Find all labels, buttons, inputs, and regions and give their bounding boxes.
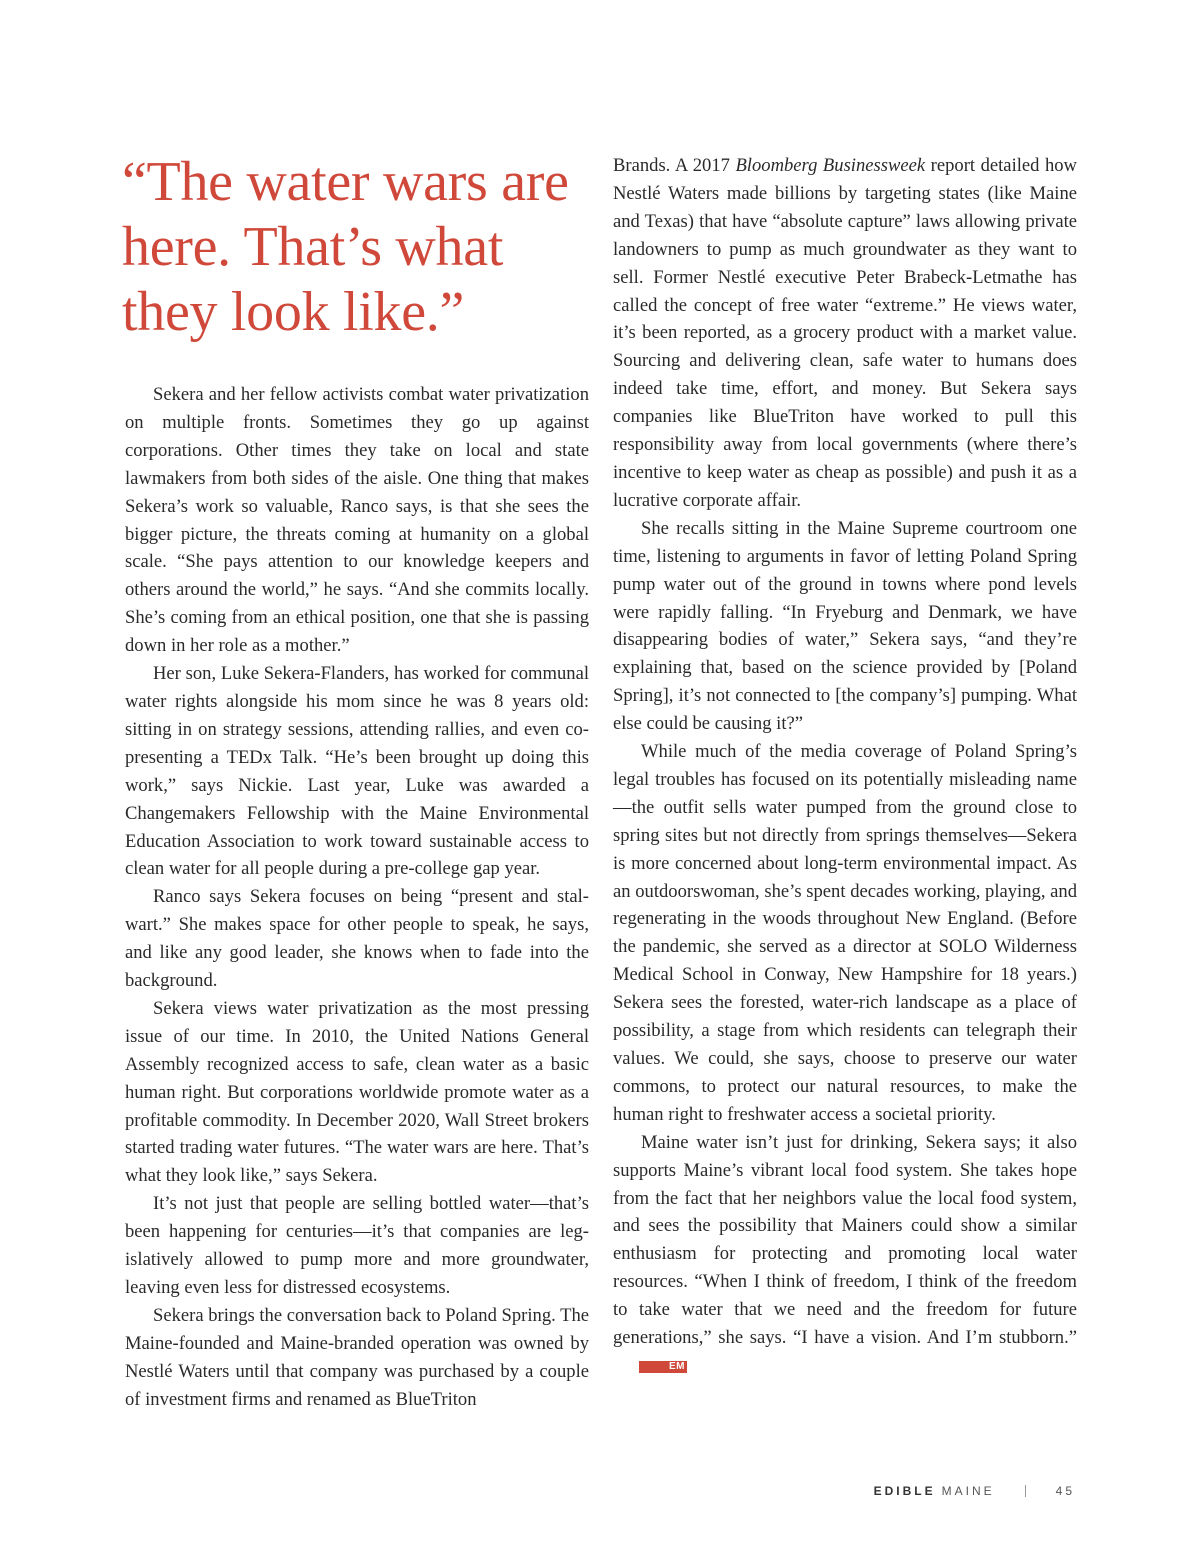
- paragraph-right-1: [613, 152, 1077, 515]
- page-number: 45: [1055, 1484, 1075, 1498]
- footer-brand-bold: EDIBLE: [873, 1484, 936, 1498]
- paragraph-left-4: Sekera views water privatization as the most pressing issue of our time. In 2010, the United Nations General Assembly recognized access to safe, clean water as a basic human right. But corporations worldwide promote water as a profitable commodity. In December 2020, Wall Street brokers started trading water futures. “The water wars are here. That’s what they look like,” says Sekera.: [125, 997, 589, 1187]
- footer-divider: [1025, 1485, 1026, 1497]
- paragraph-right-2: She recalls sitting in the Maine Supreme courtroom one time, listening to arguments in favor of letting Poland Spring pump water out of the ground in towns where pond levels were rapidly falling. “In Fryeburg and Denmark, we have disappearing bodies of water,” Sekera says, “and they’re explaining that, based on the science provided by [Poland Spring], it’s not connected to [the company’s] pumping. What else could be causing it?”: [613, 517, 1077, 735]
- left-column: [122, 150, 589, 1414]
- end-mark-logo: EM: [639, 1361, 687, 1373]
- paragraph-left-3: Ranco says Sekera focuses on being “present and stalwart.” She makes space for other people to speak, he says, and like any good leader, she knows when to fade into the background.: [125, 886, 589, 992]
- paragraph-left-1: Sekera and her fellow activists combat water privatization on multiple fronts. Sometimes they go up against corporations. Other times they take on local and state lawmakers from both sides of the aisle. One thing that makes Sekera’s work so valuable, Ranco says, is that she sees the bigger picture, the threats coming at humanity on a global scale. “She pays attention to our knowledge keepers and others around the world,” he says. “And she commits locally. She’s coming from an ethical position, one that she is passing down in her role as a mother.”: [125, 384, 589, 657]
- paragraph-left-6: Sekera brings the conversation back to Poland Spring. The Maine-founded and Maine-branded operation was owned by Nestlé Waters until that company was purchased by a couple of investment firms and renamed as BlueTriton: [125, 1304, 589, 1410]
- paragraph-right-4: [613, 1129, 1077, 1380]
- paragraph-right-1-rest: report detailed how Nestlé Waters made billions by targeting states (like Maine and Texas) that have “absolute capture” laws allowing private landowners to pump as much groundwater as they want to sell. Former Nestlé executive Peter Brabeck-Letmathe has called the concept of free water “extreme.” He views water, it’s been reported, as a grocery product with a market value. Sourcing and delivering clean, safe water to humans does indeed take time, effort, and money. But Sekera says companies like BlueTriton have worked to pull this responsibility away from local governments (where there’s incentive to keep water as cheap as possible) and push it as a lucrative corporate affair.: [613, 155, 1077, 511]
- page-footer: [874, 1484, 1075, 1498]
- pull-quote: “The water wars are here. That’s what they look like.”: [122, 151, 569, 343]
- paragraph-left-2: Her son, Luke Sekera-Flanders, has worked for communal water rights alongside his mom since he was 8 years old: sitting in on strategy sessions, attending rallies, and even co-presenting a TEDx Talk. “He’s been brought up doing this work,” says Nickie. Last year, Luke was awarded a Changemakers Fellowship with the Maine Environmental Education Association to work toward sustainable access to clean water for all people during a pre-college gap year.: [125, 663, 589, 880]
- paragraph-right-4-text: Maine water isn’t just for drinking, Sekera says; it also supports Maine’s vibrant local food system. She takes hope from the fact that her neighbors value the local food system, and sees the possibility that Mainers could show a similar enthusiasm for protecting and promoting local water resources. “When I think of freedom, I think of the freedom to take water that we need and the freedom for future generations,” she says. “I have a vision. And I’m stubborn.”: [613, 1131, 1077, 1349]
- paragraph-right-1-start: Brands. A 2017: [613, 155, 736, 176]
- paragraph-left-5: It’s not just that people are selling bottled water—that’s been happening for centuries—it’s that companies are legislatively allowed to pump more and more groundwater, leaving even less for distressed ecosystems.: [125, 1193, 589, 1298]
- right-column: [613, 152, 1077, 1380]
- publication-title: Bloomberg Businessweek: [735, 155, 926, 176]
- footer-brand-light: MAINE: [941, 1484, 995, 1498]
- paragraph-right-3: While much of the media coverage of Poland Spring’s legal troubles has focused on its potentially misleading name—the outfit sells water pumped from the ground close to spring sites but not directly from springs themselves—Sekera is more concerned about long-term environmental impact. As an outdoorswoman, she’s spent decades working, playing, and regenerating in the woods throughout New England. (Before the pandemic, she served as a director at SOLO Wilderness Medical School in Conway, New Hampshire for 18 years.) Sekera sees the forested, water-rich landscape as a place of possibility, a stage from which residents can telegraph their values. We could, she says, choose to preserve our water commons, to protect our natural resources, to make the human right to freshwater access a societal priority.: [613, 741, 1077, 1125]
